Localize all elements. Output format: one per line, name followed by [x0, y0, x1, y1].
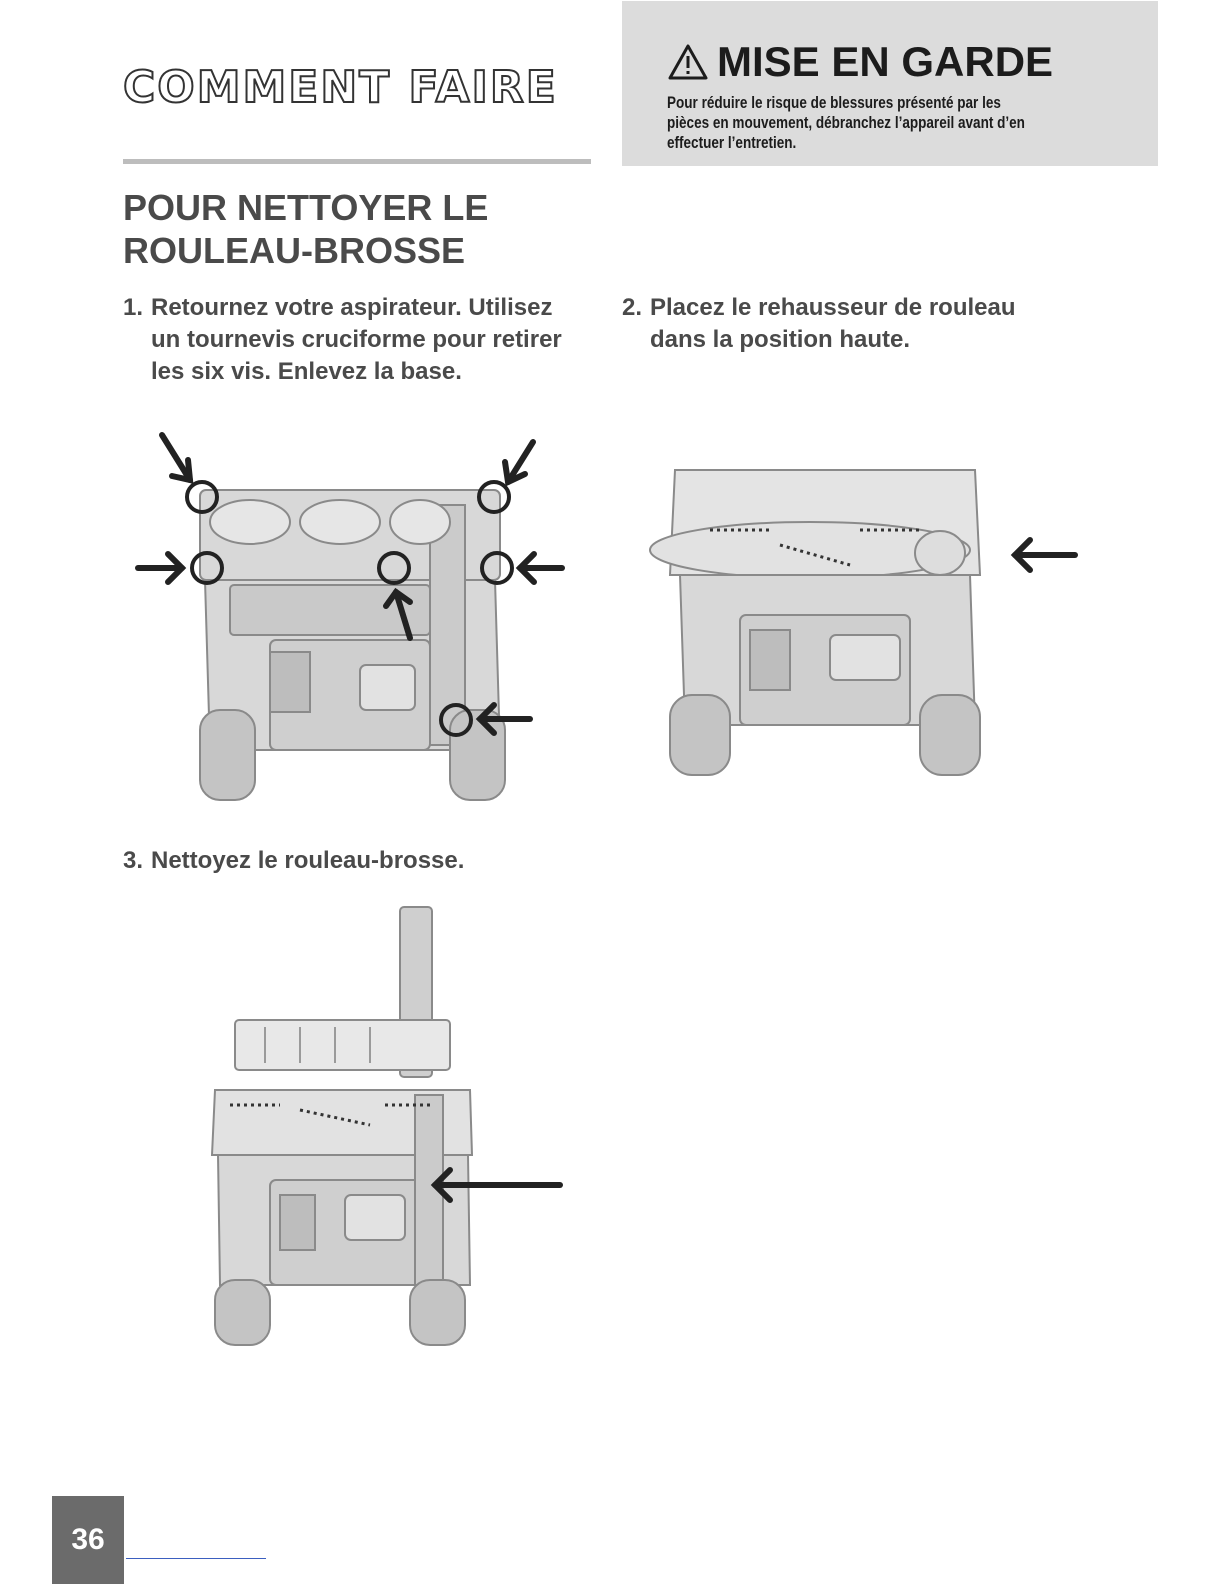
- vacuum-underside-screws-illustration: [120, 420, 580, 810]
- header-divider: [123, 159, 591, 164]
- step-3: [123, 845, 563, 877]
- warning-text: Pour réduire le risque de blessures présenté par les pièces en mouvement, débranchez l’appareil avant d’en effectuer l’entretien.: [667, 94, 1025, 152]
- section-title: POUR NETTOYER LE ROULEAU-BROSSE: [123, 187, 489, 271]
- page-number: 36: [52, 1496, 124, 1584]
- step-text: Nettoyez le rouleau-brosse.: [151, 847, 465, 874]
- step-1: [123, 292, 563, 388]
- footer-rule: [126, 1558, 266, 1559]
- step-2: [622, 292, 1062, 356]
- warning-heading: [667, 38, 1158, 85]
- step-text: Retournez votre aspirateur. Utilisez un tournevis cruciforme pour retirer les six vis. Enlevez la base.: [151, 294, 562, 385]
- step-number: 1.: [123, 294, 144, 321]
- page-header-title: COMMENT FAIRE: [123, 62, 558, 113]
- step-text: Placez le rehausseur de rouleau dans la position haute.: [650, 294, 1016, 353]
- warning-triangle-icon: [667, 43, 709, 81]
- brushroll-cleaning-illustration: [190, 895, 580, 1355]
- brushroll-raised-illustration: [630, 455, 1090, 785]
- step-number: 2.: [622, 294, 643, 321]
- step-number: 3.: [123, 847, 144, 874]
- warning-box: [622, 1, 1158, 166]
- warning-title: MISE EN GARDE: [717, 38, 1054, 85]
